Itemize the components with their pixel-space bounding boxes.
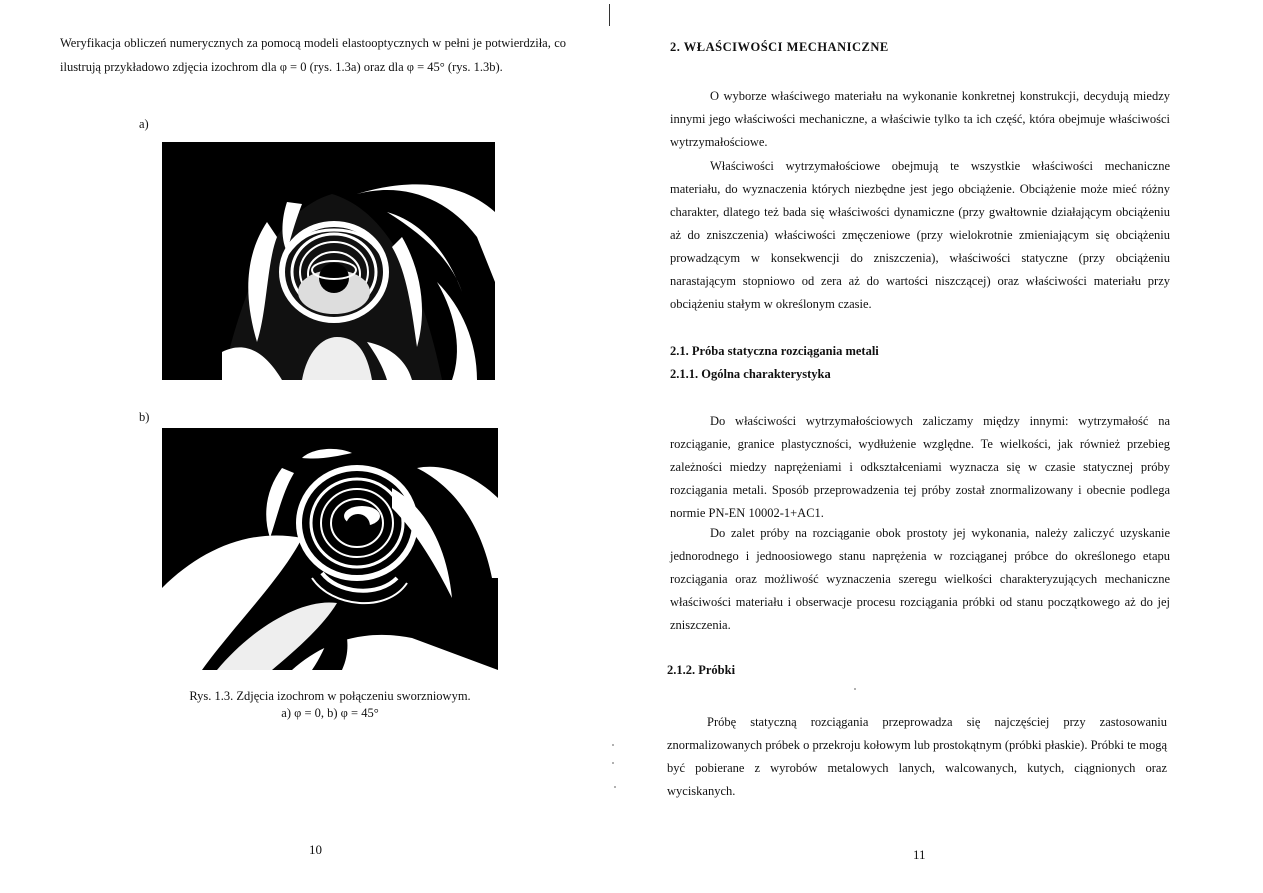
figure-caption-line-1: Rys. 1.3. Zdjęcia izochrom w połączeniu sworzniowym.	[189, 689, 471, 703]
section-2-1-2-heading: 2.1.2. Próbki	[667, 663, 736, 677]
paragraph-5: Próbę statyczną rozciągania przeprowadza się najczęściej przy zastosowaniu znormalizowanych próbek o przekroju kołowym lub prostokątnym (próbki płaskie). Próbki te mogą być pobierane z wyrobów metalowych lanych, walcowanych, kutych, ciągnionych oraz wyciskanych.	[667, 715, 1167, 798]
scan-speck	[612, 744, 614, 746]
figure-label-b: b)	[139, 410, 150, 424]
section-2-1-heading: 2.1. Próba statyczna rozciągania metali	[670, 344, 879, 358]
isochrome-pattern-b	[162, 428, 498, 670]
scan-speck	[614, 786, 616, 788]
scan-speck	[854, 688, 856, 690]
chapter-title: 2. WŁAŚCIWOŚCI MECHANICZNE	[670, 40, 889, 54]
paragraph-2: Właściwości wytrzymałościowe obejmują te wszystkie właściwości mechaniczne materiału, do wyznaczenia których niezbędne jest jego obciążenie. Obciążenie może mieć różny charakter, dlatego też bada się właściwości dynamiczne (przy gwałtownie działającym obciążeniu aż do zniszczenia) właściwości zmęczeniowe (przy wielokrotnie zmieniającym się obciążeniu prowadzącym w konsekwencji do zniszczenia), właściwości statyczne (przy obciążeniu narastającym stopniowo od zera aż do wartości niszczącej) oraz właściwości materiału przy obciążeniu stałym w określonym czasie.	[670, 159, 1170, 311]
isochrome-photo-a	[162, 142, 495, 380]
isochrome-photo-b	[162, 428, 498, 670]
figure-caption-line-2: a) φ = 0, b) φ = 45°	[281, 706, 379, 720]
paragraph-1: O wyborze właściwego materiału na wykonanie konkretnej konstrukcji, decydują miedzy innymi jego właściwości mechaniczne, a właściwie tylko ta ich część, która obejmuje właściwości wytrzymałościowe.	[670, 89, 1170, 149]
left-paragraph: Weryfikacja obliczeń numerycznych za pomocą modeli elastooptycznych w pełni je potwierdziła, co ilustrują przykładowo zdjęcia izochrom dla φ = 0 (rys. 1.3a) oraz dla φ = 45° (rys. 1.3b).	[60, 36, 566, 74]
scan-speck	[612, 762, 614, 764]
isochrome-pattern-a	[162, 142, 495, 380]
page-number-right: 11	[913, 847, 926, 862]
page-number-left: 10	[309, 842, 322, 857]
figure-label-a: a)	[139, 117, 149, 131]
paragraph-3: Do właściwości wytrzymałościowych zaliczamy między innymi: wytrzymałość na rozciąganie, granice plastyczności, wydłużenie względne. Te wielkości, jak również przebieg zależności miedzy naprężeniami i odkształceniami wyznacza się w czasie statycznej próby rozciągania metali. Sposób przeprowadzenia tej próby został znormalizowany i obecnie podlega normie PN-EN 10002-1+AC1.	[670, 414, 1170, 520]
section-2-1-1-heading: 2.1.1. Ogólna charakterystyka	[670, 367, 831, 381]
binding-mark	[609, 4, 610, 26]
paragraph-4: Do zalet próby na rozciąganie obok prostoty jej wykonania, należy zaliczyć uzyskanie jednorodnego i jednoosiowego stanu naprężenia w rozciąganej próbce do określonego etapu rozciągania oraz możliwość wyznaczenia szeregu wielkości charakteryzujących mechaniczne właściwości materiału i obserwacje procesu rozciągania próbki od stanu początkowego aż do jej zniszczenia.	[670, 526, 1170, 632]
